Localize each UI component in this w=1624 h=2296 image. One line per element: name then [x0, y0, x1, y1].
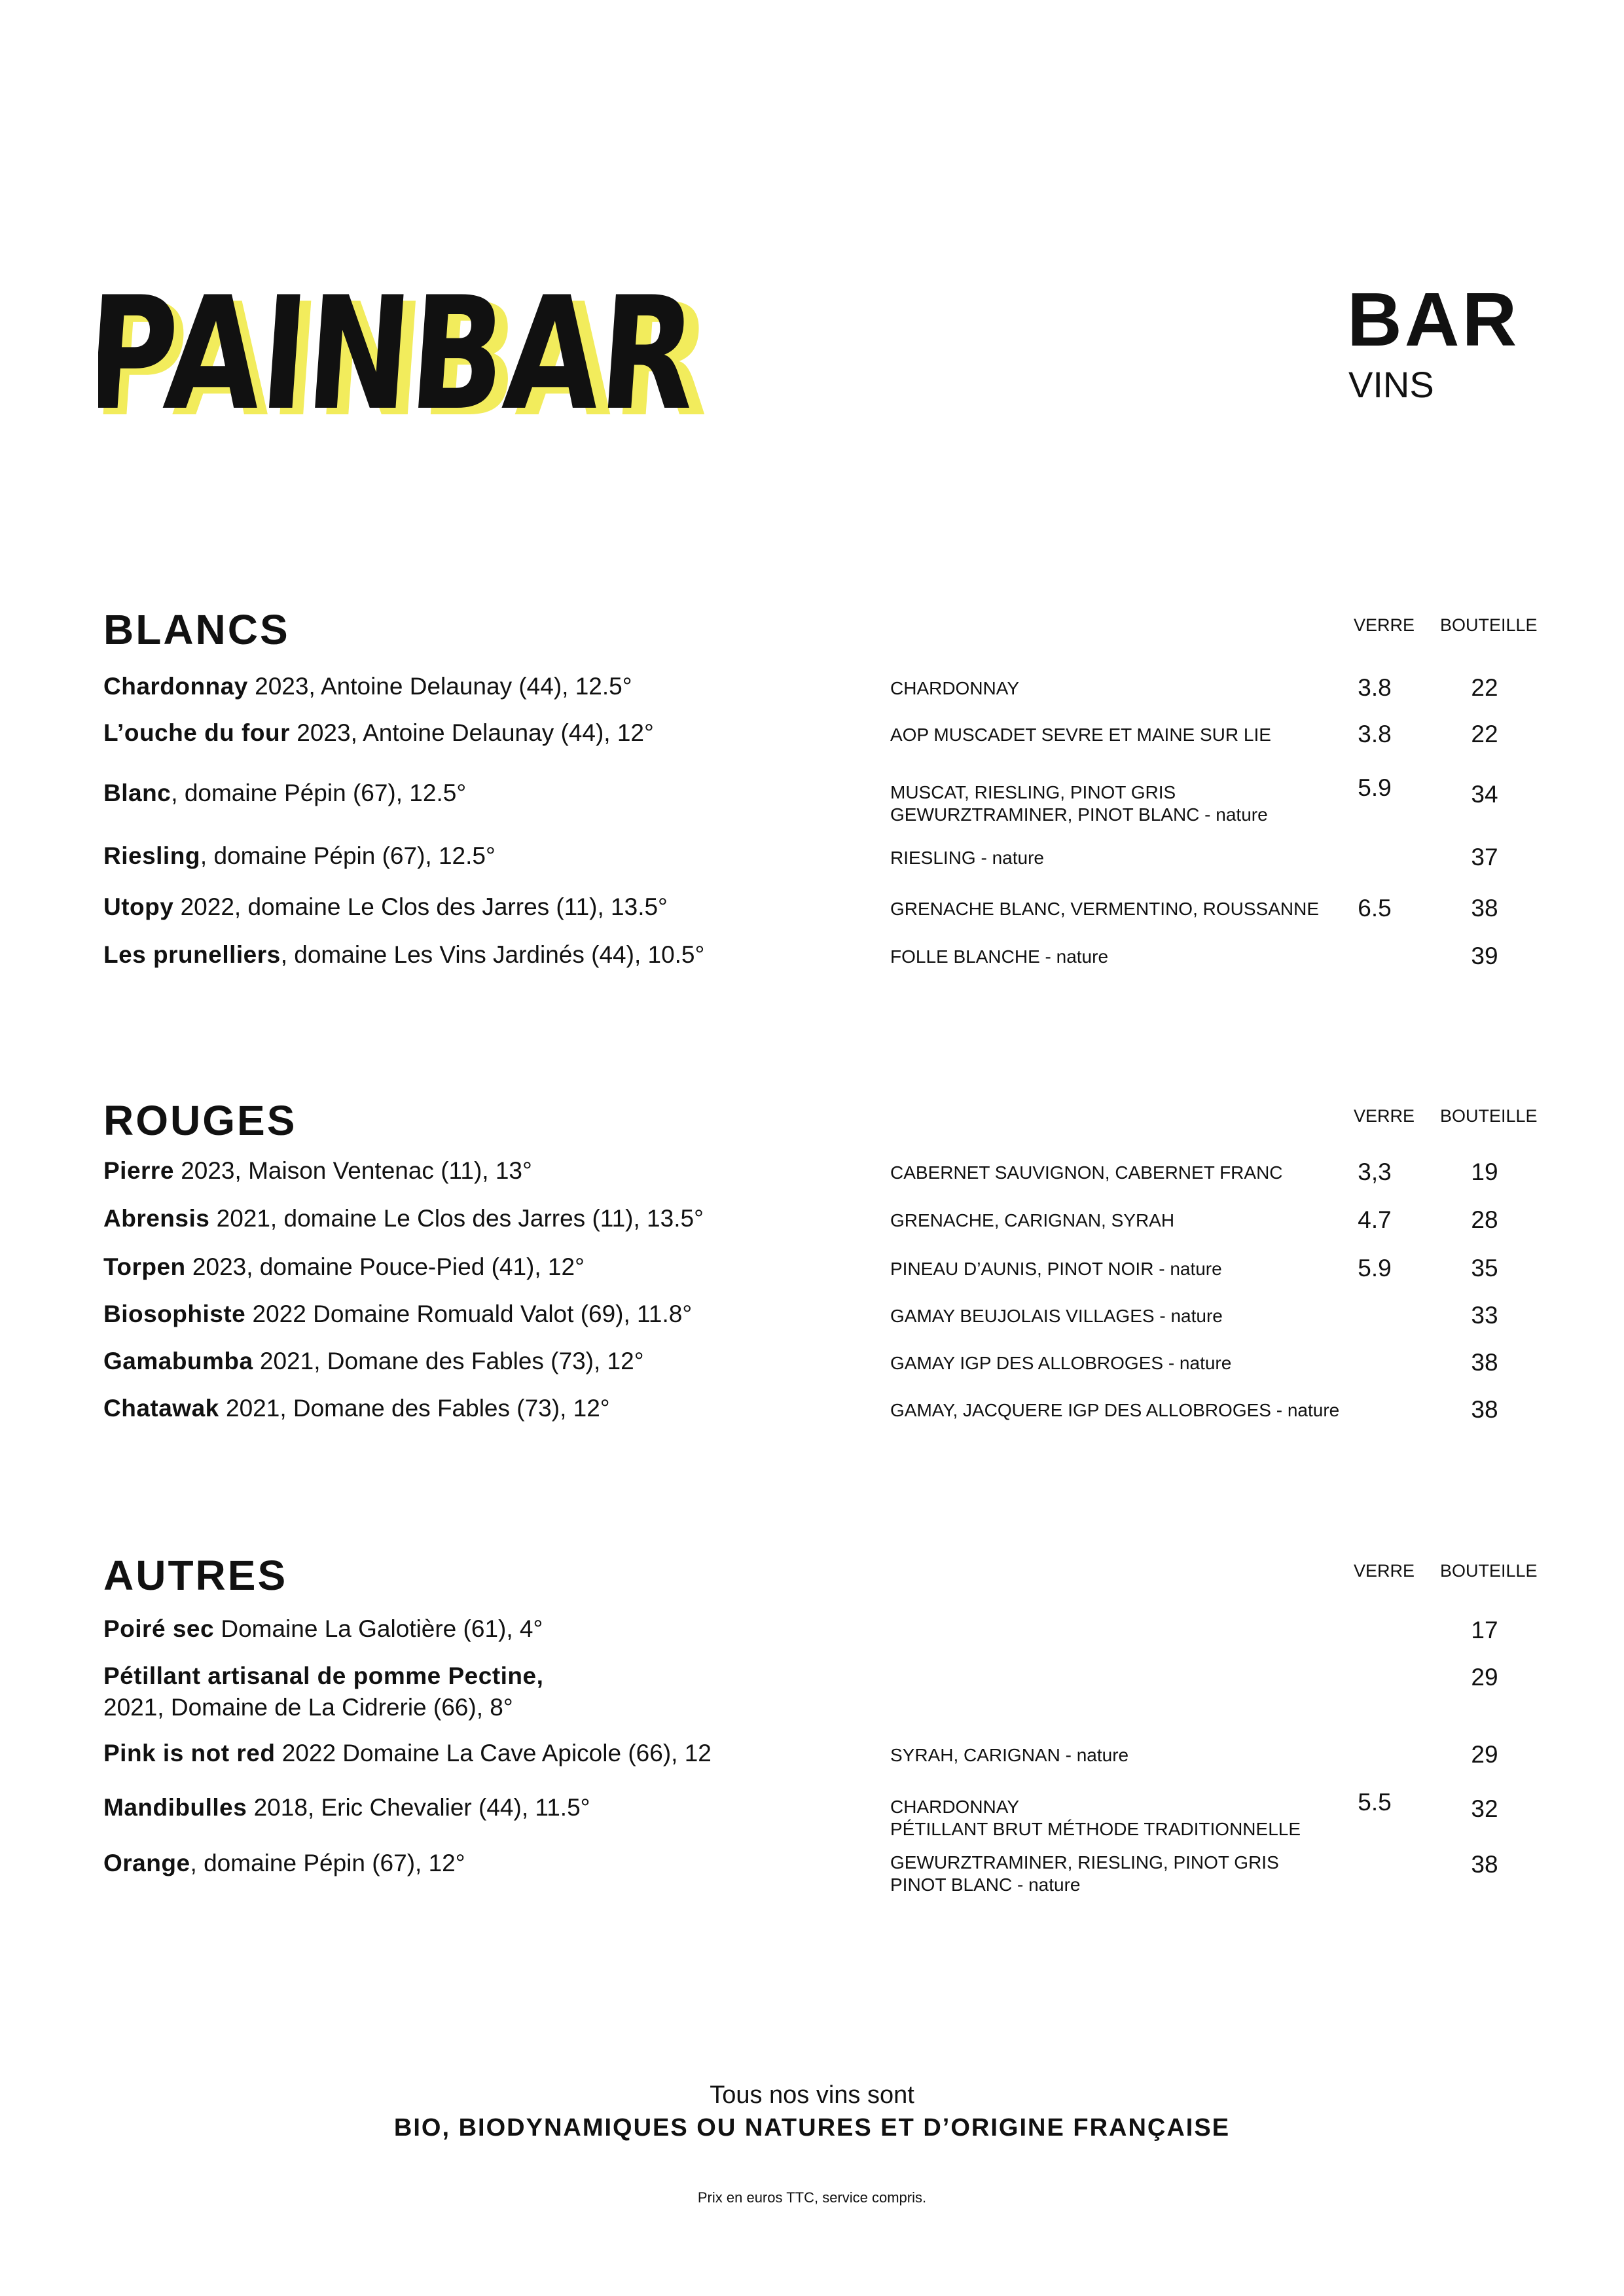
- wine-details: , domaine Pépin (67), 12.5°: [171, 780, 467, 806]
- wine-name: Torpen: [103, 1253, 186, 1280]
- page-subtitle: VINS: [1348, 364, 1434, 405]
- price-bouteille: 29: [1471, 1741, 1498, 1768]
- painbar-logo: [98, 265, 753, 442]
- column-header-bouteille: BOUTEILLE: [1440, 1106, 1538, 1126]
- wine-name: Biosophiste: [103, 1300, 246, 1327]
- price-bouteille: 22: [1471, 674, 1498, 701]
- page-title: BAR: [1347, 277, 1520, 362]
- grapes-line-1: GAMAY BEUJOLAIS VILLAGES - nature: [890, 1306, 1223, 1326]
- wine-name: Pétillant artisanal de pomme Pectine,: [103, 1662, 544, 1689]
- grapes-line-1: CABERNET SAUVIGNON, CABERNET FRANC: [890, 1162, 1283, 1183]
- wine-description: [103, 1792, 590, 1823]
- column-header-verre: VERRE: [1354, 615, 1415, 635]
- grape-varieties: [890, 847, 1044, 869]
- price-bouteille: 28: [1471, 1206, 1498, 1233]
- price-verre: 3.8: [1358, 721, 1392, 747]
- wine-details: 2022 Domaine La Cave Apicole (66), 12: [275, 1740, 712, 1767]
- wine-details: 2018, Eric Chevalier (44), 11.5°: [247, 1794, 590, 1821]
- section-title: ROUGES: [103, 1097, 297, 1144]
- grapes-line-1: GRENACHE, CARIGNAN, SYRAH: [890, 1210, 1175, 1230]
- wine-details: Domaine La Galotière (61), 4°: [214, 1615, 543, 1642]
- price-bouteille: 38: [1471, 1396, 1498, 1423]
- price-bouteille: 34: [1471, 781, 1498, 808]
- wine-name: Riesling: [103, 842, 200, 869]
- grape-varieties: [890, 1852, 1279, 1896]
- wine-details: 2022, domaine Le Clos des Jarres (11), 13.5°: [173, 893, 668, 920]
- grape-varieties: [890, 1258, 1222, 1280]
- wine-description: [103, 891, 668, 923]
- column-header-verre: VERRE: [1354, 1561, 1415, 1581]
- grapes-line-1: RIESLING - nature: [890, 848, 1044, 868]
- grapes-line-2: GEWURZTRAMINER, PINOT BLANC - nature: [890, 804, 1268, 825]
- price-bouteille: 38: [1471, 895, 1498, 922]
- grapes-line-1: FOLLE BLANCHE - nature: [890, 946, 1109, 967]
- column-header-bouteille: BOUTEILLE: [1440, 615, 1538, 635]
- wine-details: 2022 Domaine Romuald Valot (69), 11.8°: [245, 1300, 693, 1327]
- price-bouteille: 37: [1471, 844, 1498, 870]
- grape-varieties: [890, 1399, 1339, 1422]
- footer-note: Prix en euros TTC, service compris.: [697, 2189, 927, 2206]
- grape-varieties: [890, 677, 1019, 700]
- grape-varieties: [890, 1744, 1128, 1767]
- wine-description: [103, 1848, 465, 1879]
- footer-line-1: Tous nos vins sont: [710, 2081, 914, 2109]
- grape-varieties: [890, 1305, 1223, 1327]
- price-verre: 5.5: [1358, 1789, 1392, 1816]
- wine-name: Pink is not red: [103, 1740, 276, 1767]
- price-verre: 6.5: [1358, 895, 1392, 922]
- wine-name: Blanc: [103, 780, 171, 806]
- price-bouteille: 38: [1471, 1349, 1498, 1376]
- wine-description: [103, 1299, 692, 1330]
- grapes-line-2: PÉTILLANT BRUT MÉTHODE TRADITIONNELLE: [890, 1819, 1301, 1839]
- wine-description: [103, 1738, 712, 1769]
- wine-details: 2021, Domane des Fables (73), 12°: [253, 1348, 644, 1374]
- grapes-line-1: GAMAY IGP DES ALLOBROGES - nature: [890, 1353, 1232, 1373]
- price-bouteille: 22: [1471, 721, 1498, 747]
- wine-description: [103, 840, 496, 872]
- wine-description: [103, 717, 654, 749]
- price-bouteille: 19: [1471, 1158, 1498, 1185]
- price-verre: 3,3: [1358, 1158, 1392, 1185]
- wine-name: Abrensis: [103, 1205, 210, 1232]
- footer-line-2: BIO, BIODYNAMIQUES OU NATURES ET D’ORIGINE FRANÇAISE: [393, 2114, 1231, 2142]
- section-title: AUTRES: [103, 1552, 288, 1599]
- grape-varieties: [890, 1352, 1231, 1374]
- grapes-line-1: MUSCAT, RIESLING, PINOT GRIS: [890, 782, 1176, 802]
- wine-description: [103, 1613, 543, 1645]
- price-verre: 5.9: [1358, 774, 1392, 801]
- wine-name: L’ouche du four: [103, 719, 290, 746]
- wine-name: Chardonnay: [103, 673, 248, 700]
- wine-description: [103, 1251, 585, 1283]
- wine-description: [103, 1155, 532, 1187]
- grape-varieties: [890, 724, 1271, 746]
- wine-name: Chatawak: [103, 1395, 219, 1422]
- wine-name: Pierre: [103, 1157, 174, 1184]
- price-bouteille: 17: [1471, 1617, 1498, 1643]
- price-verre: 5.9: [1358, 1255, 1392, 1282]
- wine-description: [103, 1346, 644, 1377]
- grapes-line-1: GRENACHE BLANC, VERMENTINO, ROUSSANNE: [890, 899, 1319, 919]
- svg-text:PAINBAR: PAINBAR: [98, 265, 753, 442]
- wine-name: Gamabumba: [103, 1348, 253, 1374]
- grapes-line-1: CHARDONNAY: [890, 678, 1020, 698]
- price-bouteille: 33: [1471, 1302, 1498, 1329]
- grape-varieties: [890, 1162, 1283, 1184]
- grapes-line-1: CHARDONNAY: [890, 1797, 1020, 1817]
- price-bouteille: 29: [1471, 1664, 1498, 1691]
- price-bouteille: 38: [1471, 1851, 1498, 1878]
- grape-varieties: [890, 1796, 1301, 1840]
- wine-details: 2023, domaine Pouce-Pied (41), 12°: [185, 1253, 585, 1280]
- grape-varieties: [890, 1210, 1174, 1232]
- wine-description: [103, 1393, 610, 1424]
- wine-name: Mandibulles: [103, 1794, 247, 1821]
- price-verre: 4.7: [1358, 1206, 1392, 1233]
- grapes-line-2: PINOT BLANC - nature: [890, 1874, 1081, 1895]
- section-title: BLANCS: [103, 606, 290, 653]
- wine-name: Poiré sec: [103, 1615, 215, 1642]
- wine-details: 2021, domaine Le Clos des Jarres (11), 13.5°: [209, 1205, 704, 1232]
- wine-details: , domaine Les Vins Jardinés (44), 10.5°: [280, 941, 705, 968]
- price-bouteille: 35: [1471, 1255, 1498, 1282]
- grape-varieties: [890, 781, 1268, 826]
- wine-description: [103, 778, 466, 809]
- grapes-line-1: GEWURZTRAMINER, RIESLING, PINOT GRIS: [890, 1852, 1279, 1873]
- column-header-verre: VERRE: [1354, 1106, 1415, 1126]
- wine-description: [103, 1203, 704, 1234]
- wine-name: Utopy: [103, 893, 174, 920]
- grapes-line-1: SYRAH, CARIGNAN - nature: [890, 1745, 1129, 1765]
- grapes-line-1: PINEAU D’AUNIS, PINOT NOIR - nature: [890, 1259, 1222, 1279]
- wine-details: , domaine Pépin (67), 12°: [190, 1850, 465, 1876]
- wine-description: [103, 1660, 543, 1723]
- wine-name: Orange: [103, 1850, 190, 1876]
- grape-varieties: [890, 946, 1108, 968]
- price-bouteille: 39: [1471, 942, 1498, 969]
- grapes-line-1: GAMAY, JACQUERE IGP DES ALLOBROGES - nature: [890, 1400, 1340, 1420]
- price-verre: 3.8: [1358, 674, 1392, 701]
- svg-text:PAINBAR: PAINBAR: [98, 270, 753, 442]
- grapes-line-1: AOP MUSCADET SEVRE ET MAINE SUR LIE: [890, 725, 1271, 745]
- column-header-bouteille: BOUTEILLE: [1440, 1561, 1538, 1581]
- wine-description: [103, 939, 704, 971]
- wine-details-line-2: 2021, Domaine de La Cidrerie (66), 8°: [103, 1694, 513, 1721]
- grape-varieties: [890, 898, 1319, 920]
- price-bouteille: 32: [1471, 1795, 1498, 1822]
- wine-details: 2023, Antoine Delaunay (44), 12°: [289, 719, 654, 746]
- wine-details: 2023, Antoine Delaunay (44), 12.5°: [247, 673, 632, 700]
- wine-details: , domaine Pépin (67), 12.5°: [200, 842, 496, 869]
- wine-details: 2021, Domane des Fables (73), 12°: [219, 1395, 610, 1422]
- wine-description: [103, 671, 632, 702]
- wine-details: 2023, Maison Ventenac (11), 13°: [173, 1157, 532, 1184]
- wine-name: Les prunelliers: [103, 941, 281, 968]
